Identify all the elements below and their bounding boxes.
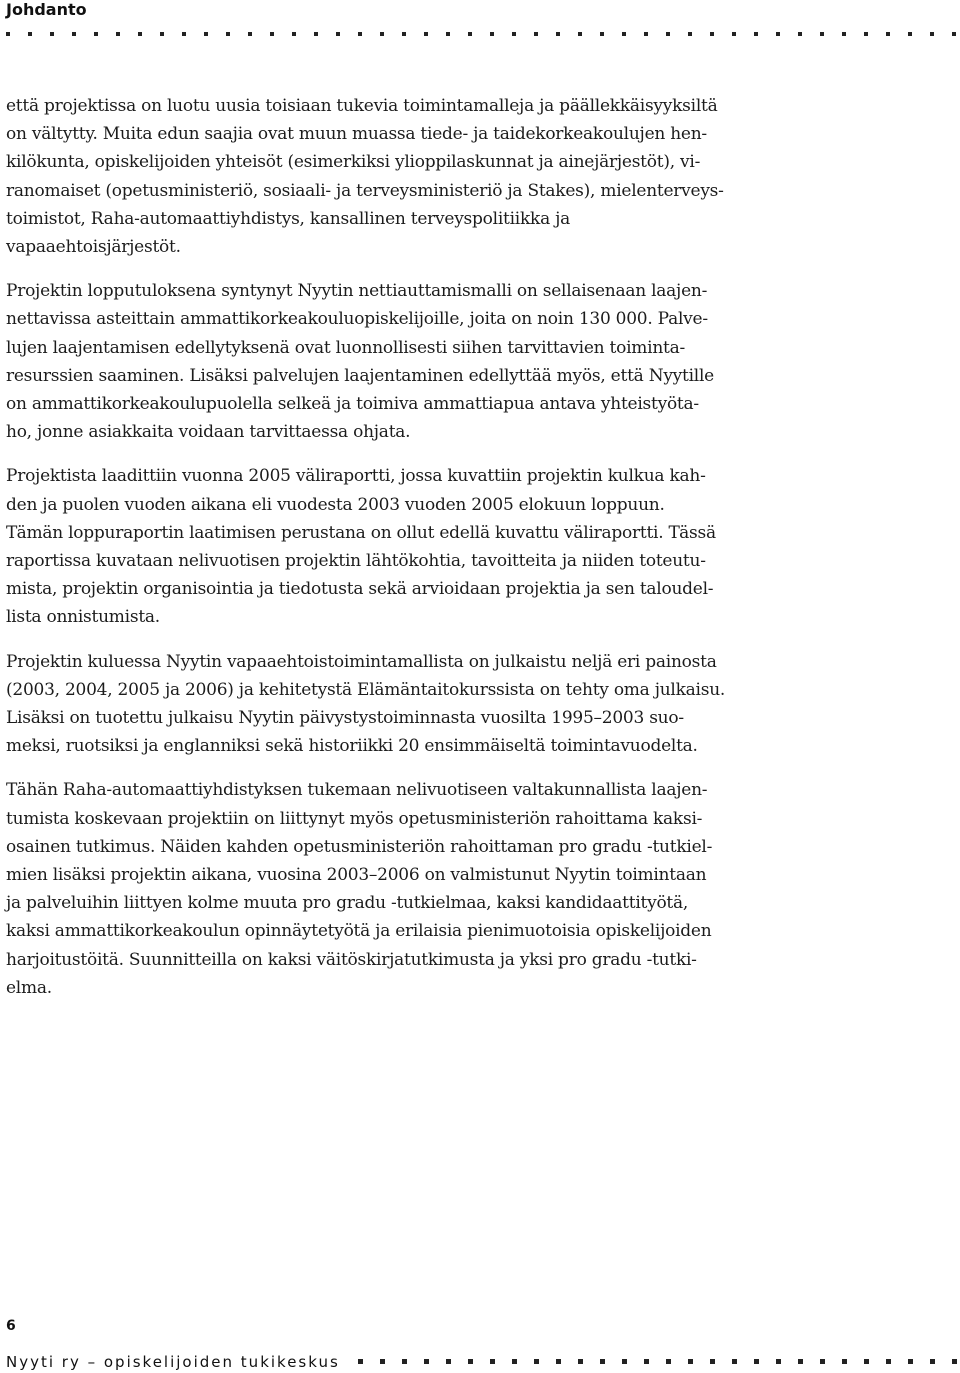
rule-dot <box>798 32 802 36</box>
rule-dot <box>644 32 648 36</box>
rule-dot <box>666 32 670 36</box>
rule-dot <box>908 1359 913 1364</box>
rule-dot <box>446 1359 451 1364</box>
rule-dot <box>776 1359 781 1364</box>
rule-dot <box>864 1359 869 1364</box>
rule-dot <box>622 32 626 36</box>
rule-dot <box>270 32 274 36</box>
rule-dot <box>512 32 516 36</box>
rule-dot <box>402 1359 407 1364</box>
rule-dot <box>512 1359 517 1364</box>
rule-dot <box>534 1359 539 1364</box>
rule-dot <box>468 1359 473 1364</box>
rule-dot <box>578 32 582 36</box>
text-line: resurssien saaminen. Lisäksi palvelujen laajentaminen edellyttää myös, että Nyytille <box>6 365 714 386</box>
text-line: ja palveluihin liittyen kolme muuta pro gradu -tutkielmaa, kaksi kandidaattityötä, <box>6 893 689 914</box>
text-line: lista onnistumista. <box>6 607 160 628</box>
paragraph <box>6 92 724 261</box>
rule-dot <box>732 1359 737 1364</box>
rule-dot <box>666 1359 671 1364</box>
rule-dot <box>182 32 186 36</box>
rule-dot <box>424 32 428 36</box>
text-line: ranomaiset (opetusministeriö, sosiaali- ja terveysministeriö ja Stakes), mielenterveys- <box>6 180 724 201</box>
text-line: meksi, ruotsiksi ja englanniksi sekä historiikki 20 ensimmäiseltä toimintavuodelta. <box>6 736 698 757</box>
text-line: Projektin kuluessa Nyytin vapaaehtoistoimintamallista on julkaistu neljä eri painosta <box>6 651 717 672</box>
rule-dot <box>336 32 340 36</box>
paragraph <box>6 776 718 1002</box>
page-title: Johdanto <box>6 0 87 19</box>
text-line: kaksi ammattikorkeakoulun opinnäytetyötä ja erilaisia pienimuotoisia opiskelijoiden <box>6 921 712 942</box>
rule-dot <box>908 32 912 36</box>
rule-dot <box>534 32 538 36</box>
text-line: että projektissa on luotu uusia toisiaan tukevia toimintamalleja ja päällekkäisyyksiltä <box>6 96 718 116</box>
rule-dot <box>226 32 230 36</box>
rule-dot <box>468 32 472 36</box>
rule-dot <box>710 32 714 36</box>
rule-dot <box>28 32 32 36</box>
rule-dot <box>424 1359 429 1364</box>
rule-dot <box>138 32 142 36</box>
rule-dot <box>556 1359 561 1364</box>
text-line: on ammattikorkeakoulupuolella selkeä ja toimiva ammattiapua antava yhteistyöta- <box>6 394 699 415</box>
rule-dot <box>380 32 384 36</box>
rule-dot <box>688 1359 693 1364</box>
rule-dot <box>842 32 846 36</box>
rule-dot <box>6 32 10 36</box>
rule-dot <box>600 1359 605 1364</box>
rule-dot <box>578 1359 583 1364</box>
rule-dot <box>72 32 76 36</box>
rule-dot <box>886 32 890 36</box>
rule-dot <box>930 1359 935 1364</box>
rule-dot <box>864 32 868 36</box>
rule-dot <box>688 32 692 36</box>
footer-dotted-rule <box>358 1359 960 1365</box>
rule-dot <box>358 1359 363 1364</box>
rule-dot <box>50 32 54 36</box>
text-line: den ja puolen vuoden aikana eli vuodesta 2003 vuoden 2005 elokuun loppuun. <box>6 494 665 515</box>
text-line: Tähän Raha-automaattiyhdistyksen tukemaan nelivuotiseen valtakunnallista laajen- <box>6 780 708 801</box>
rule-dot <box>930 32 934 36</box>
rule-dot <box>820 32 824 36</box>
rule-dot <box>952 1359 957 1364</box>
text-line: harjoitustöitä. Suunnitteilla on kaksi väitöskirjatutkimusta ja yksi pro gradu -tutki- <box>6 949 697 970</box>
rule-dot <box>358 32 362 36</box>
text-line: elma. <box>6 977 52 998</box>
rule-dot <box>754 32 758 36</box>
text-line: vapaaehtoisjärjestöt. <box>6 237 181 258</box>
rule-dot <box>776 32 780 36</box>
rule-dot <box>754 1359 759 1364</box>
text-line: osainen tutkimus. Näiden kahden opetusministeriön rahoittaman pro gradu -tutkiel- <box>6 836 713 857</box>
rule-dot <box>314 32 318 36</box>
body-text <box>6 92 726 1018</box>
rule-dot <box>490 32 494 36</box>
text-line: on vältytty. Muita edun saajia ovat muun muassa tiede- ja taidekorkeakoulujen hen- <box>6 124 707 145</box>
text-line: Lisäksi on tuotettu julkaisu Nyytin päivystystoiminnasta vuosilta 1995–2003 suo- <box>6 708 684 729</box>
rule-dot <box>160 32 164 36</box>
text-line: (2003, 2004, 2005 ja 2006) ja kehitetystä Elämäntaitokurssista on tehty oma julkaisu. <box>6 679 726 700</box>
rule-dot <box>204 32 208 36</box>
rule-dot <box>622 1359 627 1364</box>
rule-dot <box>556 32 560 36</box>
text-line: mista, projektin organisointia ja tiedotusta sekä arvioidaan projektia ja sen taloudel- <box>6 579 714 600</box>
rule-dot <box>446 32 450 36</box>
rule-dot <box>248 32 252 36</box>
rule-dot <box>820 1359 825 1364</box>
text-line: Projektista laadittiin vuonna 2005 väliraportti, jossa kuvattiin projektin kulkua kah- <box>6 466 706 487</box>
text-line: Tämän loppuraportin laatimisen perustana on ollut edellä kuvattu väliraportti. Tässä <box>6 522 716 543</box>
footer-publisher: Nyyti ry – opiskelijoiden tukikeskus <box>6 1353 340 1371</box>
text-line: ho, jonne asiakkaita voidaan tarvittaessa ohjata. <box>6 422 411 443</box>
text-line: tumista koskevaan projektiin on liittynyt myös opetusministeriön rahoittama kaksi- <box>6 808 703 829</box>
rule-dot <box>292 32 296 36</box>
text-line: lujen laajentamisen edellytyksenä ovat luonnollisesti siihen tarvittavien toiminta- <box>6 337 685 358</box>
header-dotted-rule <box>6 32 960 38</box>
text-line: nettavissa asteittain ammattikorkeakouluopiskelijoille, joita on noin 130 000. Palve- <box>6 309 708 330</box>
paragraph <box>6 648 726 761</box>
rule-dot <box>490 1359 495 1364</box>
rule-dot <box>402 32 406 36</box>
paragraph <box>6 462 718 631</box>
rule-dot <box>952 32 956 36</box>
rule-dot <box>94 32 98 36</box>
rule-dot <box>380 1359 385 1364</box>
page-number: 6 <box>6 1318 16 1334</box>
paragraph <box>6 277 718 446</box>
rule-dot <box>842 1359 847 1364</box>
rule-dot <box>116 32 120 36</box>
text-line: mien lisäksi projektin aikana, vuosina 2003–2006 on valmistunut Nyytin toimintaan <box>6 865 707 886</box>
rule-dot <box>886 1359 891 1364</box>
rule-dot <box>644 1359 649 1364</box>
text-line: toimistot, Raha-automaattiyhdistys, kansallinen terveyspolitiikka ja <box>6 208 571 229</box>
rule-dot <box>732 32 736 36</box>
rule-dot <box>798 1359 803 1364</box>
rule-dot <box>710 1359 715 1364</box>
text-line: Projektin lopputuloksena syntynyt Nyytin nettiauttamismalli on sellaisenaan laajen- <box>6 281 708 302</box>
rule-dot <box>600 32 604 36</box>
text-line: kilökunta, opiskelijoiden yhteisöt (esimerkiksi ylioppilaskunnat ja ainejärjestöt), vi- <box>6 152 701 173</box>
text-line: raportissa kuvataan nelivuotisen projektin lähtökohtia, tavoitteita ja niiden toteutu- <box>6 551 706 572</box>
